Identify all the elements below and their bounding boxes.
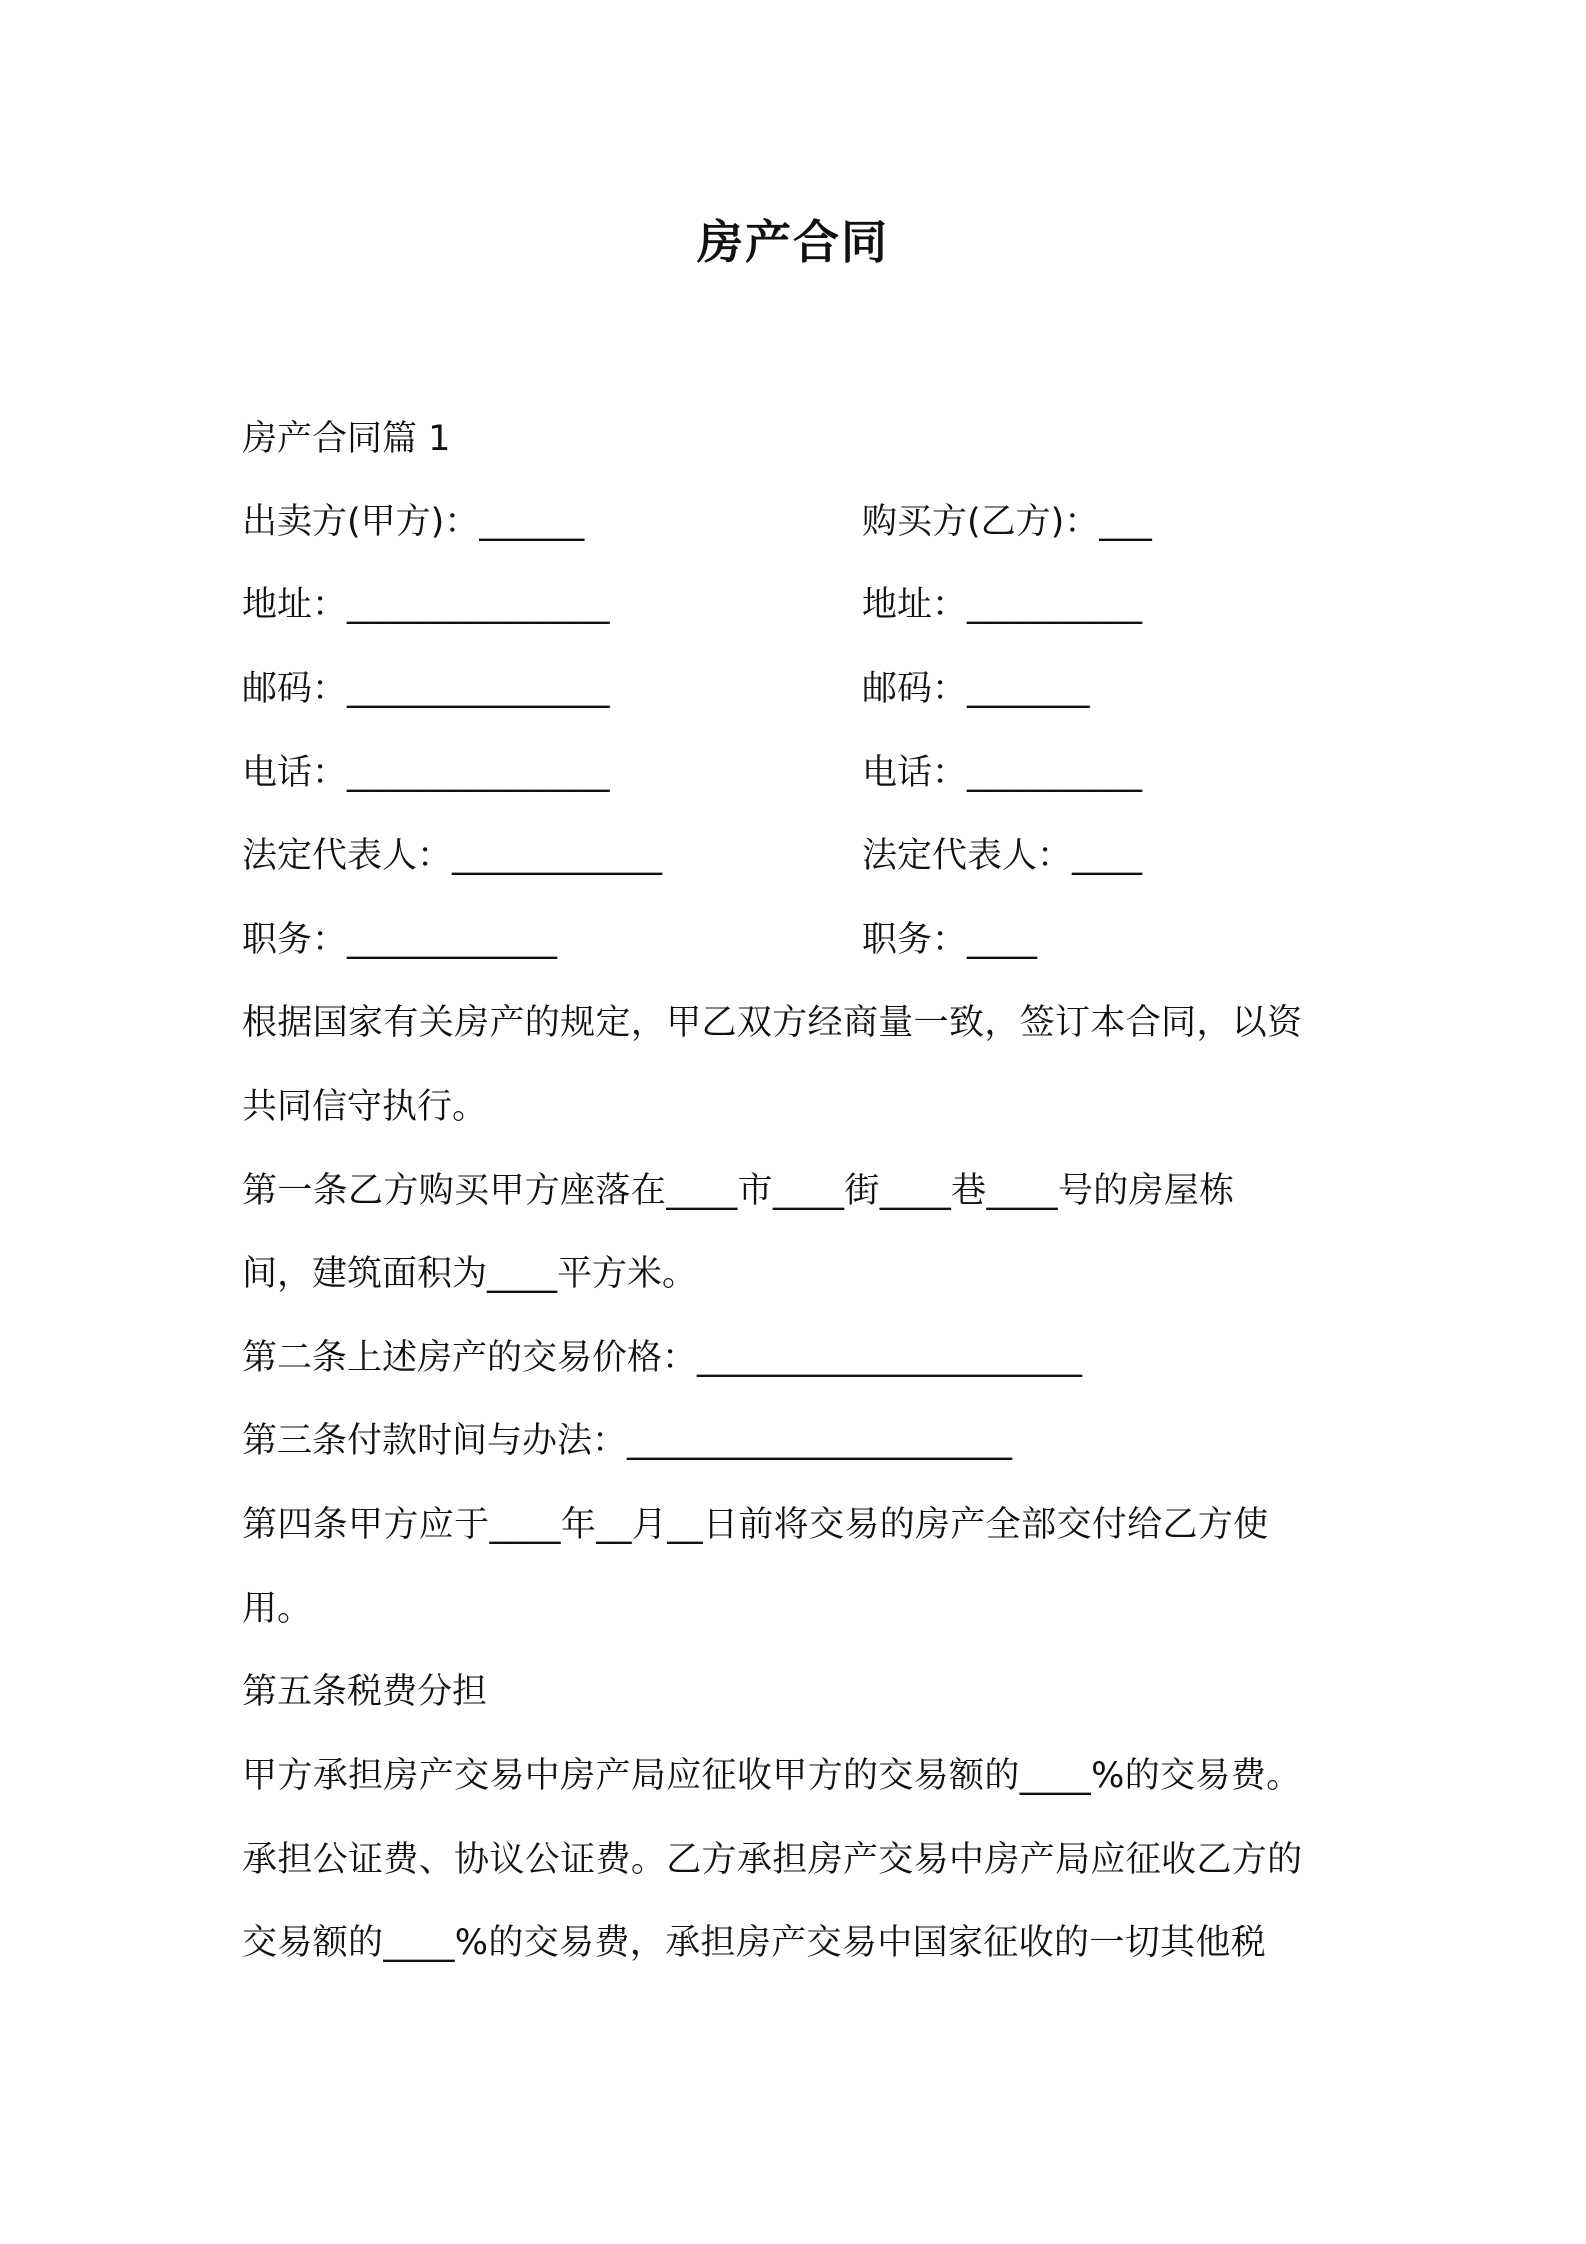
section-heading: 房产合同篇 1: [242, 419, 451, 459]
buyer-phone-field: 电话：__________: [862, 753, 1143, 793]
buyer-name-field: 购买方(乙方)：___: [862, 502, 1152, 542]
buyer-postcode-field: 邮码：_______: [862, 669, 1090, 709]
article-1-line: 间，建筑面积为____平方米。: [242, 1254, 698, 1294]
article-5-line: 承担公证费、协议公证费。乙方承担房产交易中房产局应征收乙方的: [242, 1840, 1303, 1880]
body-line: 共同信守执行。: [242, 1087, 488, 1127]
buyer-address-field: 地址：__________: [862, 585, 1143, 625]
body-line: 根据国家有关房产的规定，甲乙双方经商量一致，签订本合同，以资: [242, 1003, 1303, 1043]
buyer-position-field: 职务：____: [862, 920, 1038, 960]
article-2-line: 第二条上述房产的交易价格：______________________: [242, 1338, 1083, 1378]
article-5-heading: 第五条税费分担: [242, 1672, 488, 1712]
seller-phone-field: 电话：_______________: [242, 753, 610, 793]
article-3-line: 第三条付款时间与办法：______________________: [242, 1421, 1013, 1461]
article-4-line: 第四条甲方应于____年__月__日前将交易的房产全部交付给乙方使: [242, 1505, 1269, 1545]
seller-name-field: 出卖方(甲方)：______: [242, 502, 585, 542]
document-title: 房产合同: [697, 215, 889, 269]
article-5-line: 交易额的____%的交易费，承担房产交易中国家征收的一切其他税: [242, 1923, 1267, 1963]
buyer-legal-rep-field: 法定代表人：____: [862, 836, 1143, 876]
article-5-line: 甲方承担房产交易中房产局应征收甲方的交易额的____%的交易费。: [242, 1756, 1302, 1796]
article-1-line: 第一条乙方购买甲方座落在____市____街____巷____号的房屋栋: [242, 1171, 1235, 1211]
seller-address-field: 地址：_______________: [242, 585, 610, 625]
seller-postcode-field: 邮码：_______________: [242, 669, 610, 709]
article-4-line: 用。: [242, 1589, 313, 1629]
seller-legal-rep-field: 法定代表人：____________: [242, 836, 663, 876]
seller-position-field: 职务：____________: [242, 920, 558, 960]
